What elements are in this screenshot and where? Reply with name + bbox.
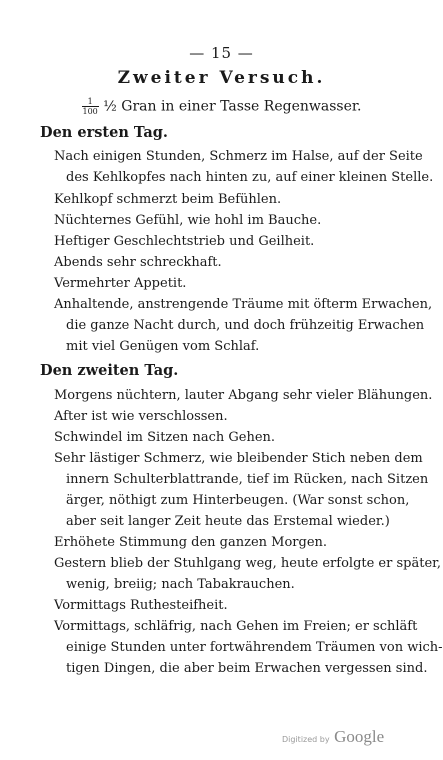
day-two-line: wenig, breiig; nach Tabakrauchen.	[66, 577, 295, 592]
day-two-line: tigen Dingen, die aber beim Erwachen vergessen sind.	[66, 661, 428, 676]
day-two-line: Vormittags, schläfrig, nach Gehen im Freien; er schläft	[54, 619, 418, 634]
day-two-line: Sehr lästiger Schmerz, wie bleibender Stich neben dem	[54, 451, 423, 466]
day-one-line: Abends sehr schreckhaft.	[54, 255, 222, 270]
day-one-line: mit viel Genügen vom Schlaf.	[66, 339, 260, 354]
day-two-line: Erhöhete Stimmung den ganzen Morgen.	[54, 535, 328, 550]
dose-denominator: 100	[82, 107, 98, 116]
day-one-line: Nach einigen Stunden, Schmerz im Halse, auf der Seite	[54, 149, 423, 164]
day-two-line: Schwindel im Sitzen nach Gehen.	[54, 430, 276, 445]
dose-text: ½ Gran in einer Tasse Regenwasser.	[103, 98, 362, 115]
day-one-line: Heftiger Geschlechtstrieb und Geilheit.	[54, 234, 315, 249]
day-two-line: After ist wie verschlossen.	[54, 409, 228, 424]
page-number: — 15 —	[189, 44, 254, 62]
section-heading: Zweiter Versuch.	[117, 68, 326, 88]
digitization-watermark	[282, 727, 384, 747]
day-one-heading: Den ersten Tag.	[40, 124, 168, 141]
day-one-line: die ganze Nacht durch, und doch frühzeitig Erwachen	[66, 318, 425, 333]
day-two-line: ärger, nöthigt zum Hinterbeugen. (War sonst schon,	[66, 493, 410, 508]
dose-line	[0, 97, 443, 116]
day-one-line: des Kehlkopfes nach hinten zu, auf einer kleinen Stelle.	[66, 170, 434, 185]
day-two-line: einige Stunden unter fortwährendem Träumen von wich-	[66, 640, 443, 655]
day-one-line: Nüchternes Gefühl, wie hohl im Bauche.	[54, 213, 322, 228]
day-two-line: Morgens nüchtern, lauter Abgang sehr vieler Blähungen.	[54, 388, 433, 403]
day-two-line: innern Schulterblattrande, tief im Rücken, nach Sitzen	[66, 472, 429, 487]
dose-numerator: 1	[82, 97, 99, 107]
digitized-label: Digitized by	[282, 735, 330, 744]
day-two-line: aber seit langer Zeit heute das Erstemal wieder.)	[66, 514, 390, 529]
dose-fraction	[82, 97, 99, 116]
day-one-line: Anhaltende, anstrengende Träume mit öfterm Erwachen,	[54, 297, 433, 312]
day-two-line: Gestern blieb der Stuhlgang weg, heute erfolgte er später,	[54, 556, 442, 571]
day-one-line: Vermehrter Appetit.	[54, 276, 187, 291]
day-one-line: Kehlkopf schmerzt beim Befühlen.	[54, 192, 282, 207]
google-logo: Google	[334, 727, 385, 746]
day-two-heading: Den zweiten Tag.	[40, 362, 179, 379]
day-two-line: Vormittags Ruthesteifheit.	[54, 598, 228, 613]
